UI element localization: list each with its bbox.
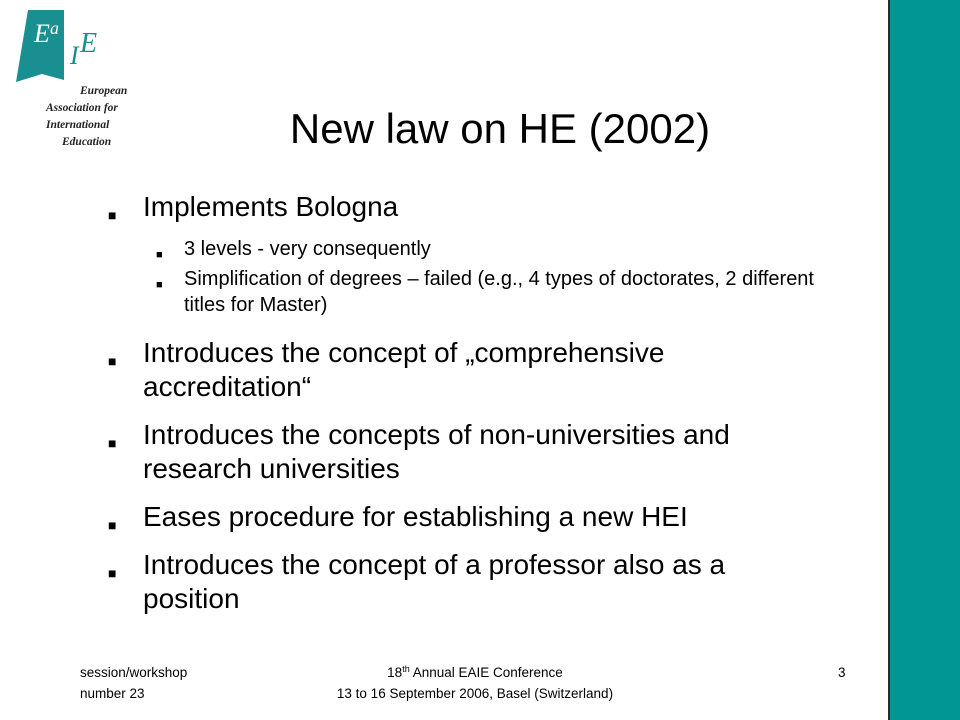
square-bullet-icon: ■: [156, 249, 163, 261]
bullet-item: [108, 418, 818, 486]
square-bullet-icon: ■: [108, 353, 117, 369]
eaie-logo: [14, 8, 144, 148]
footer-session-line2: number 23: [80, 686, 145, 701]
footer-conference: [290, 662, 660, 704]
sub-bullet-item: [108, 266, 818, 318]
footer-session-line1: session/workshop: [80, 665, 188, 680]
accent-side-band: [890, 0, 960, 720]
eaie-logo-mark: [14, 8, 144, 88]
bullet-text: Introduces the concepts of non-universities and research universities: [143, 419, 730, 484]
bullet-list: [108, 190, 818, 630]
square-bullet-icon: ■: [156, 279, 163, 291]
footer-session: [80, 662, 187, 704]
page-number: 3: [838, 665, 846, 680]
square-bullet-icon: ■: [108, 435, 117, 451]
bullet-item: [108, 500, 818, 534]
sub-bullet-text: Simplification of degrees – failed (e.g., 4 types of doctorates, 2 different titles for Master): [184, 268, 814, 316]
bullet-text: Eases procedure for establishing a new HEI: [143, 501, 688, 532]
logo-line: International: [46, 119, 110, 131]
square-bullet-icon: ■: [108, 517, 117, 533]
svg-text:a: a: [50, 18, 59, 38]
logo-line: Association for: [46, 102, 118, 114]
svg-text:I: I: [70, 41, 79, 70]
sub-bullet-item: [108, 236, 818, 262]
bullet-text: Introduces the concept of a professor also as a position: [143, 549, 726, 614]
logo-text: [46, 83, 127, 151]
bullet-item: [108, 336, 818, 404]
slide-title: New law on HE (2002): [289, 105, 711, 152]
bullet-text: Implements Bologna: [143, 191, 399, 222]
bullet-item: [108, 190, 818, 224]
svg-text:E: E: [80, 28, 98, 59]
bullet-text: Introduces the concept of „comprehensive accreditation“: [143, 337, 665, 402]
footer-conference-line2: 13 to 16 September 2006, Basel (Switzerland): [336, 686, 614, 701]
logo-line: Education: [62, 136, 112, 148]
bullet-item: [108, 548, 818, 616]
footer-conference-line1: 18th Annual EAIE Conference: [387, 664, 563, 680]
logo-line: European: [80, 85, 128, 97]
sub-bullet-text: 3 levels - very consequently: [184, 238, 431, 260]
square-bullet-icon: ■: [108, 207, 117, 223]
svg-text:E: E: [34, 19, 50, 48]
square-bullet-icon: ■: [108, 565, 117, 581]
